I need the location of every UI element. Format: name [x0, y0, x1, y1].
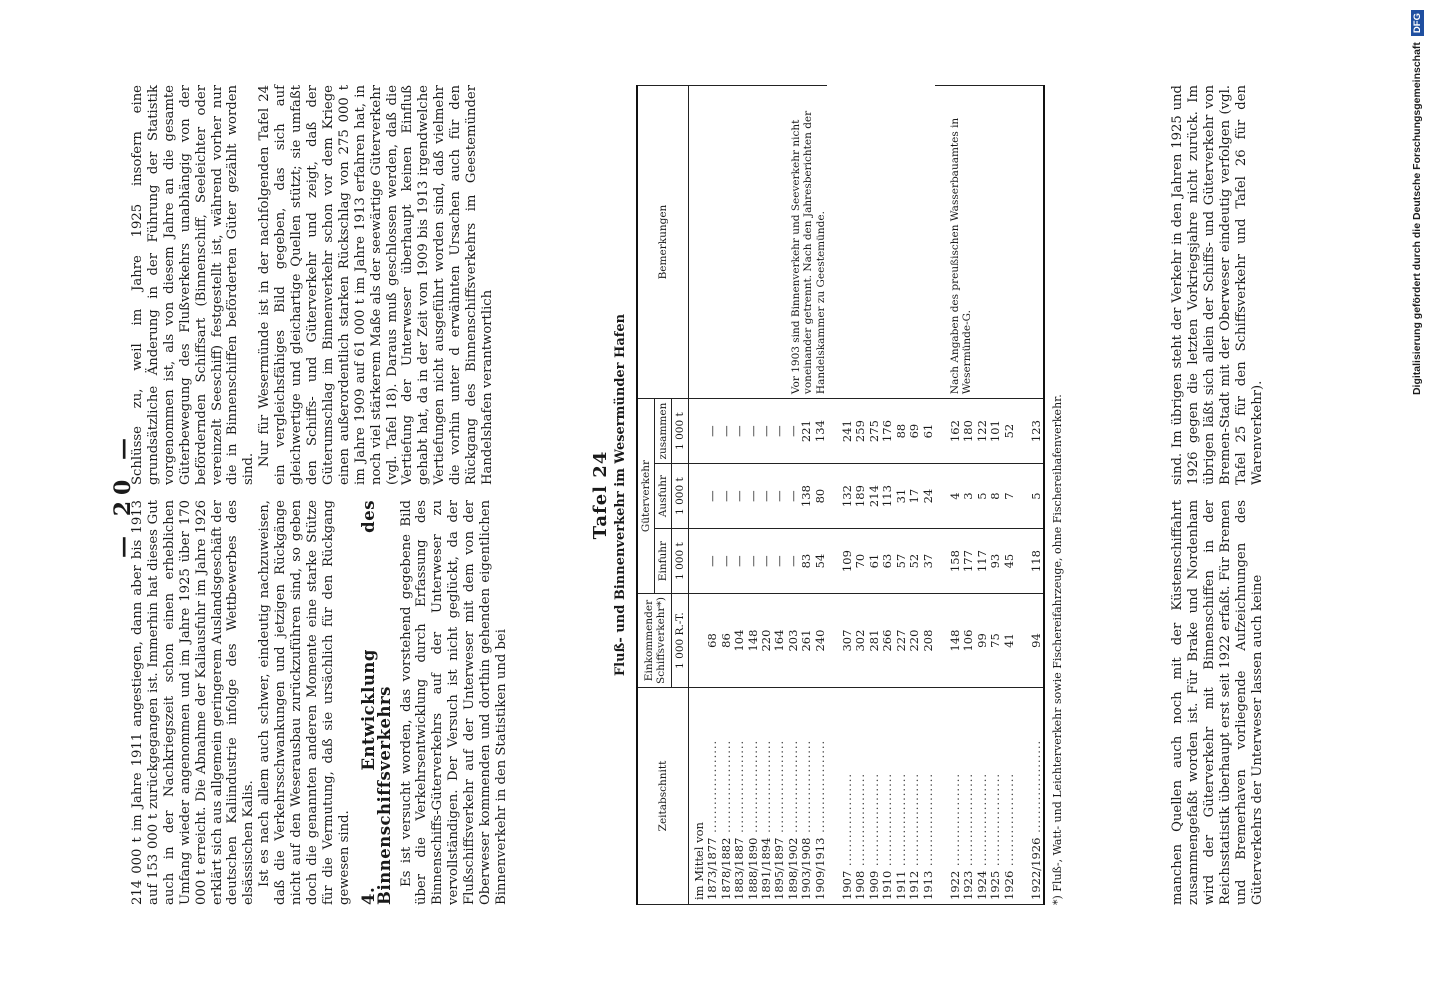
header-total: zusammen	[655, 399, 672, 464]
period-cell: 1895/1897 ....................	[773, 688, 786, 905]
period-cell: 1911 ....................	[895, 688, 908, 905]
period-cell: 1922/1926 ....................	[1016, 688, 1044, 905]
ships-cell: 68	[706, 594, 719, 688]
ships-cell: 148	[747, 594, 760, 688]
total-cell: 221	[800, 399, 813, 464]
period-cell: 1891/1894 ....................	[760, 688, 773, 905]
left-paragraph-3: Es ist versucht worden, das vorstehend gegebene Bild über die Verkehrsentwicklung durch Erfassung des Binnenschiffs-Güterverkehrs auf der Unterweser zu vervollständigen. Der Versuch ist nicht geglückt, da der Flußschiffsverkehr auf der Unterweser mit dem von der Oberweser kommenden und dorthin gehenden eigentlichen Binnenverkehr in den Statistiken und bei	[398, 500, 509, 905]
import-cell: 37	[922, 529, 935, 594]
export-cell: 17	[908, 464, 921, 529]
table-section	[590, 85, 1064, 905]
ships-cell: 94	[1016, 594, 1044, 688]
total-cell: 176	[881, 399, 894, 464]
export-cell: —	[747, 464, 760, 529]
period-cell: 1903/1908 ....................	[800, 688, 813, 905]
header-goods: Güterverkehr	[637, 399, 655, 594]
table-row	[908, 86, 921, 905]
total-cell: 259	[854, 399, 867, 464]
ships-cell: 227	[895, 594, 908, 688]
ships-cell: 261	[800, 594, 813, 688]
ships-cell: 86	[720, 594, 733, 688]
total-cell: 52	[1003, 399, 1016, 464]
bottom-right-column	[1170, 85, 1265, 485]
export-cell: —	[733, 464, 746, 529]
total-cell: 275	[868, 399, 881, 464]
header-remarks: Bemerkungen	[637, 86, 689, 399]
total-cell: —	[720, 399, 733, 464]
table-row	[881, 86, 894, 905]
total-cell: 123	[1016, 399, 1044, 464]
header-export: Ausfuhr	[655, 464, 672, 529]
period-cell: 1883/1887 ....................	[733, 688, 746, 905]
total-cell: 180	[962, 399, 975, 464]
table-footnote: *) Fluß-, Watt- und Leichterverkehr sowie Fischereifahrzeuge, ohne Fischereihafenverkehr.	[1051, 394, 1065, 905]
export-cell: 24	[922, 464, 935, 529]
export-cell: 5	[976, 464, 989, 529]
export-cell: 189	[854, 464, 867, 529]
group-label: im Mittel von	[689, 688, 707, 905]
period-cell: 1910 ....................	[881, 688, 894, 905]
import-cell: 52	[908, 529, 921, 594]
import-cell: 57	[895, 529, 908, 594]
total-cell: —	[787, 399, 800, 464]
header-unit-total: 1 000 t	[672, 399, 689, 464]
ships-cell: 240	[814, 594, 827, 688]
ships-cell: 106	[962, 594, 975, 688]
total-cell: 69	[908, 399, 921, 464]
right-paragraph-1: Schlüsse zu, weil im Jahre 1925 insofern eine grundsätzliche Änderung in der Führung der Statistik vorgenommen ist, als von diesem Jahre an die gesamte Güterbewegung des Flußverkehrs unabhängig von der befördernden Schiffsart (Binnenschiff, Seeleichter oder vereinzelt Seeschiff) festgestellt ist, während vorher nur die in Binnenschiffen beförderten Güter gezählt worden sind.	[130, 85, 257, 485]
total-cell: —	[733, 399, 746, 464]
table-row	[922, 86, 935, 905]
ships-cell: 148	[935, 594, 962, 688]
traffic-table	[636, 85, 1045, 905]
import-cell: —	[733, 529, 746, 594]
export-cell: 5	[1016, 464, 1044, 529]
ships-cell: 220	[908, 594, 921, 688]
table-row	[895, 86, 908, 905]
header-ships-unit: 1 000 R.-T.	[672, 594, 689, 688]
watermark-strip	[1400, 0, 1434, 1000]
remark-1: Vor 1903 sind Binnenverkehr und Seeverkehr nicht voneinander getrennt. Nach den Jahresberichten der Handelskammer zu Geestemünde.	[689, 86, 828, 399]
header-period: Zeitabschnitt	[637, 688, 689, 905]
ships-cell: 220	[760, 594, 773, 688]
export-cell: —	[706, 464, 719, 529]
import-cell: —	[720, 529, 733, 594]
ships-cell: 41	[1003, 594, 1016, 688]
dfg-logo: DFG	[1411, 10, 1424, 36]
import-cell: —	[706, 529, 719, 594]
export-cell: 113	[881, 464, 894, 529]
import-cell: 54	[814, 529, 827, 594]
import-cell: 61	[868, 529, 881, 594]
period-cell: 1926 ....................	[1003, 688, 1016, 905]
total-cell: —	[760, 399, 773, 464]
period-cell: 1923 ....................	[962, 688, 975, 905]
period-cell: 1873/1877 ....................	[706, 688, 719, 905]
table-row	[868, 86, 881, 905]
left-text-column	[130, 500, 510, 905]
total-cell: —	[747, 399, 760, 464]
ships-cell: 164	[773, 594, 786, 688]
bottom-left-column	[1170, 500, 1265, 905]
watermark-text: Digitalisierung gefördert durch die Deutsche Forschungsgemeinschaft	[1411, 42, 1423, 396]
right-paragraph-2: Nur für Wesermünde ist in der nachfolgenden Tafel 24 ein vergleichsfähiges Bild gegeben, das sich auf gleichwertige und gleichartige Quellen stützt; sie umfaßt den Schiffs- und Güterverkehr und zeigt, daß der Güterumschlag im Binnenverkehr schon vor dem Kriege einen außerordentlich starken Rückschlag von 275 000 t im Jahre 1909 auf 61 000 t im Jahre 1913 erfahren hat, in noch viel stärkerem Maße als der seewärtige Güterverkehr (vgl. Tafel 18). Daraus muß geschlossen werden, daß die Vertiefung der Unterweser überhaupt keinen Einfluß gehabt hat, da in der Zeit von 1909 bis 1913 irgendwelche Vertiefungen nicht ausgeführt worden sind, daß vielmehr die vorhin unter d erwähnten Ursachen auch für den Rückgang des Binnenschiffsverkehrs im Geestemünder Handelshafen verantwortlich	[257, 85, 495, 485]
header-unit-import: 1 000 t	[672, 529, 689, 594]
bottom-left-paragraph: manchen Quellen auch noch mit der Küstenschiffahrt zusammengefaßt worden ist. Für Brake und Nordenham wird der Güterverkehr mit Binnenschiffen in der Reichsstatistik überhaupt erst seit 1922 erfaßt. Für Bremen und Bremerhaven vorliegende Aufzeichnungen des Güterverkehrs der Unterweser lassen auch keine	[1170, 500, 1265, 905]
import-cell: 117	[976, 529, 989, 594]
total-cell: 122	[976, 399, 989, 464]
import-cell: 177	[962, 529, 975, 594]
ships-cell: 99	[976, 594, 989, 688]
total-cell: 241	[827, 399, 854, 464]
export-cell: 214	[868, 464, 881, 529]
export-cell: —	[760, 464, 773, 529]
period-cell: 1912 ....................	[908, 688, 921, 905]
import-cell: 45	[1003, 529, 1016, 594]
period-cell: 1913 ....................	[922, 688, 935, 905]
total-cell: 101	[989, 399, 1002, 464]
header-ships: Einkommender Schiffsverkehr*)	[637, 594, 672, 688]
period-cell: 1888/1890 ....................	[747, 688, 760, 905]
export-cell: 3	[962, 464, 975, 529]
table-row	[854, 86, 867, 905]
total-cell: 61	[922, 399, 935, 464]
import-cell: 63	[881, 529, 894, 594]
total-cell: —	[773, 399, 786, 464]
right-text-column	[130, 85, 496, 485]
ships-cell: 266	[881, 594, 894, 688]
ships-cell: 203	[787, 594, 800, 688]
import-cell: 118	[1016, 529, 1044, 594]
ships-cell: 307	[827, 594, 854, 688]
remark-2: Nach Angaben des preußischen Wasserbauamtes in Wesermünde-G.	[935, 86, 1044, 399]
ships-cell: 104	[733, 594, 746, 688]
period-cell: 1898/1902 ....................	[787, 688, 800, 905]
export-cell: —	[720, 464, 733, 529]
export-cell: 7	[1003, 464, 1016, 529]
table-title: Tafel 24	[590, 450, 611, 540]
export-cell: 132	[827, 464, 854, 529]
section-heading: 4. Entwicklung des Binnenschiffsverkehrs	[358, 500, 394, 905]
export-cell: 4	[935, 464, 962, 529]
import-cell: —	[760, 529, 773, 594]
export-cell: 138	[800, 464, 813, 529]
import-cell: 83	[800, 529, 813, 594]
period-cell: 1907 ....................	[827, 688, 854, 905]
ships-cell: 208	[922, 594, 935, 688]
export-cell: —	[787, 464, 800, 529]
import-cell: —	[747, 529, 760, 594]
period-cell: 1909/1913 ....................	[814, 688, 827, 905]
period-cell: 1908 ....................	[854, 688, 867, 905]
ships-cell: 281	[868, 594, 881, 688]
import-cell: 158	[935, 529, 962, 594]
export-cell: —	[773, 464, 786, 529]
table-body	[689, 86, 1045, 905]
total-cell: 88	[895, 399, 908, 464]
export-cell: 31	[895, 464, 908, 529]
export-cell: 80	[814, 464, 827, 529]
import-cell: 70	[854, 529, 867, 594]
period-cell: 1909 ....................	[868, 688, 881, 905]
total-cell: 134	[814, 399, 827, 464]
period-cell: 1922 ....................	[935, 688, 962, 905]
import-cell: —	[773, 529, 786, 594]
left-paragraph-2: Ist es nach allem auch schwer, eindeutig nachzuweisen, daß die Verkehrsschwankungen und jetzigen Rückgänge nicht auf den Weserausbau zurückzuführen sind, so geben doch die genannten anderen Momente eine starke Stütze für die Vermutung, daß sie ursächlich für den Rückgang gewesen sind.	[257, 500, 352, 905]
total-cell: —	[706, 399, 719, 464]
period-cell: 1925 ....................	[989, 688, 1002, 905]
export-cell: 8	[989, 464, 1002, 529]
header-import: Einfuhr	[655, 529, 672, 594]
table-row	[935, 86, 962, 905]
left-paragraph-1: 214 000 t im Jahre 1911 angestiegen, dann aber bis 1913 auf 153 000 t zurückgegangen ist. Immerhin hat dieses Gut auch in der Nachkriegszeit schon einen erheblichen Umfang wieder angenommen und im Jahre 1925 über 170 000 t erreicht. Die Abnahme der Kaliausfuhr im Jahre 1926 erklärt sich aus allgemein geringerem Auslandsgeschäft der deutschen Kaliindustrie infolge des Wettbewerbes des elsässischen Kalis.	[130, 500, 257, 905]
table-subtitle: Fluß- und Binnenverkehr im Wesermünder Hafen	[613, 313, 628, 677]
import-cell: 93	[989, 529, 1002, 594]
total-cell: 162	[935, 399, 962, 464]
page-number: — 20 —	[110, 432, 136, 558]
bottom-right-paragraph: sind. Im übrigen steht der Verkehr in den Jahren 1925 und 1926 gegen die letzten Vorkriegsjahre nicht zurück. Im übrigen läßt sich allein der Schiffs- und Güterverkehr von Bremen-Stadt mit der Oberweser eindeutig verfolgen (vgl. Tafel 25 für den Schiffsverkehr und Tafel 26 für den Warenverkehr).	[1170, 85, 1265, 485]
table-row	[827, 86, 854, 905]
ships-cell: 302	[854, 594, 867, 688]
import-cell: 109	[827, 529, 854, 594]
period-cell: 1878/1882 ....................	[720, 688, 733, 905]
period-cell: 1924 ....................	[976, 688, 989, 905]
header-unit-export: 1 000 t	[672, 464, 689, 529]
ships-cell: 75	[989, 594, 1002, 688]
import-cell: —	[787, 529, 800, 594]
